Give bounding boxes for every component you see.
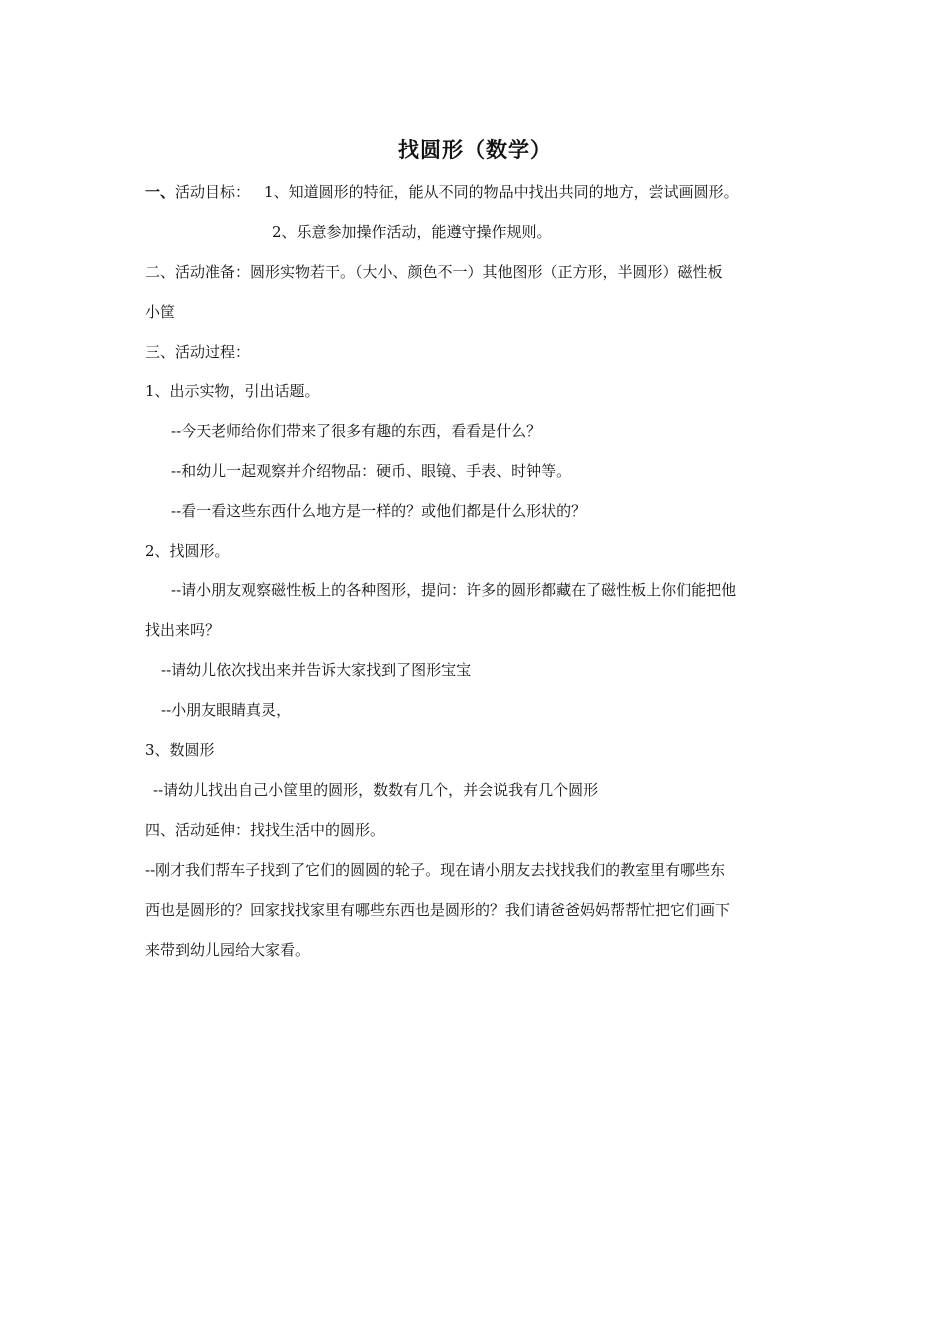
- prep-line-1: 二、活动准备：圆形实物若干。（大小、颜色不一）其他图形（正方形，半圆形）磁性板: [145, 263, 723, 281]
- step3-line-1: --请幼儿找出自己小筐里的圆形，数数有几个，并会说我有几个圆形: [153, 781, 599, 799]
- extension-line-3: 来带到幼儿园给大家看。: [145, 941, 311, 959]
- step1-line-1: --今天老师给你们带来了很多有趣的东西，看看是什么？: [171, 422, 542, 440]
- step2-title: 2、找圆形。: [145, 542, 230, 560]
- step1-title: 1、出示实物，引出话题。: [145, 382, 320, 400]
- step1-line-3: --看一看这些东西什么地方是一样的？或他们都是什么形状的？: [171, 502, 587, 520]
- goal-label: 活动目标：: [175, 183, 251, 201]
- goal-item-1: 1、知道圆形的特征，能从不同的物品中找出共同的地方，尝试画圆形。: [264, 183, 739, 201]
- extension-line-2: 西也是圆形的？回家找找家里有哪些东西也是圆形的？我们请爸爸妈妈帮帮忙把它们画下: [145, 901, 731, 919]
- step2-line-1b: 找出来吗？: [145, 621, 221, 639]
- goal-line-1: [145, 182, 739, 202]
- step2-line-1: --请小朋友观察磁性板上的各种图形，提问：许多的圆形都藏在了磁性板上你们能把他: [171, 581, 737, 599]
- step2-line-2: --请幼儿依次找出来并告诉大家找到了图形宝宝: [161, 661, 472, 679]
- goal-number: 一、: [145, 183, 176, 201]
- step3-title: 3、数圆形: [145, 741, 215, 759]
- step1-line-2: --和幼儿一起观察并介绍物品：硬币、眼镜、手表、时钟等。: [171, 462, 572, 480]
- extension-heading: 四、活动延伸：找找生活中的圆形。: [145, 821, 386, 839]
- process-heading: 三、活动过程：: [145, 343, 251, 361]
- step2-line-3: --小朋友眼睛真灵，: [161, 701, 292, 719]
- goal-item-2: 2、乐意参加操作活动，能遵守操作规则。: [272, 223, 552, 241]
- prep-line-2: 小筐: [145, 303, 176, 321]
- extension-line-1: --刚才我们帮车子找到了它们的圆圆的轮子。现在请小朋友去找找我们的教室里有哪些东: [145, 861, 726, 879]
- document-title: 找圆形（数学）: [398, 137, 552, 162]
